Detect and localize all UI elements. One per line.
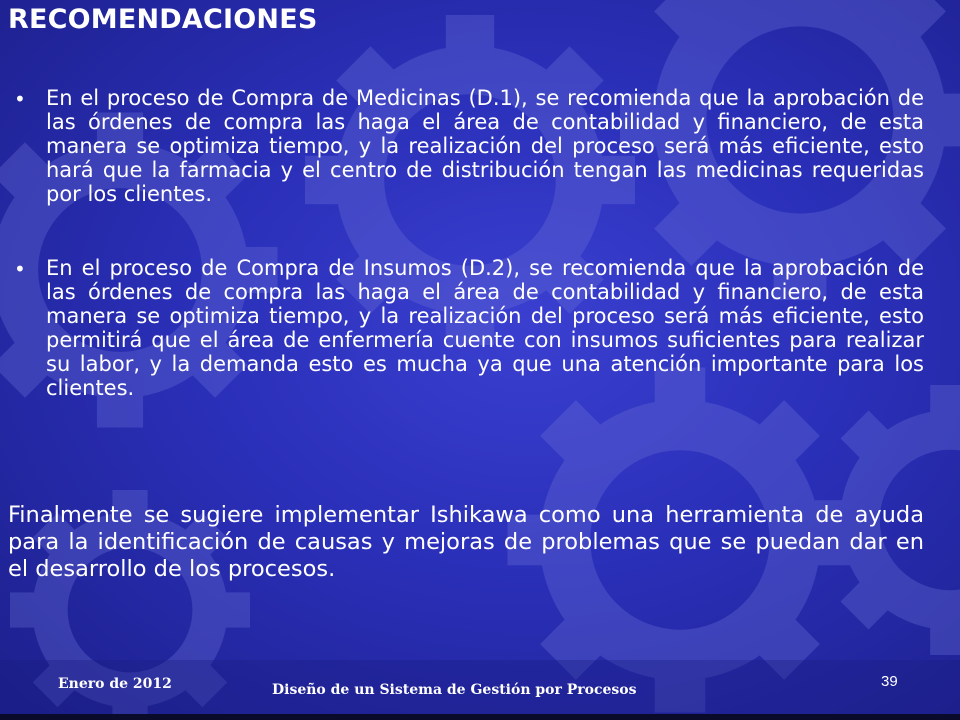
page-number: 39 [881,673,898,690]
footer-title: Diseño de un Sistema de Gestión por Procesos [272,682,637,698]
bullet-item [14,256,924,400]
bullet-text: En el proceso de Compra de Medicinas (D.1), se recomienda que la aprobación de las órdenes de compra las haga el área de contabilidad y financiero, de esta manera se optimiza tiempo, y la realización del proceso será más eficiente, esto hará que la farmacia y el centro de distribución tengan las medicinas requeridas por los clientes. [46,86,924,206]
bottom-bar [0,714,960,720]
footer-date: Enero de 2012 [58,676,172,692]
bullet-marker: • [14,87,26,111]
slide-title: RECOMENDACIONES [8,4,318,35]
bullet-marker: • [14,257,26,281]
bullet-item [14,86,924,206]
bullet-list [14,86,924,450]
closing-paragraph: Finalmente se sugiere implementar Ishikawa como una herramienta de ayuda para la identificación de causas y mejoras de problemas que se puedan dar en el desarrollo de los procesos. [8,502,924,582]
bullet-text: En el proceso de Compra de Insumos (D.2), se recomienda que la aprobación de las órdenes de compra las haga el área de contabilidad y financiero, de esta manera se optimiza tiempo, y la realización del proceso será más eficiente, esto permitirá que el área de enfermería cuente con insumos suficientes para realizar su labor, y la demanda esto es mucha ya que una atención importante para los clientes. [46,256,924,400]
